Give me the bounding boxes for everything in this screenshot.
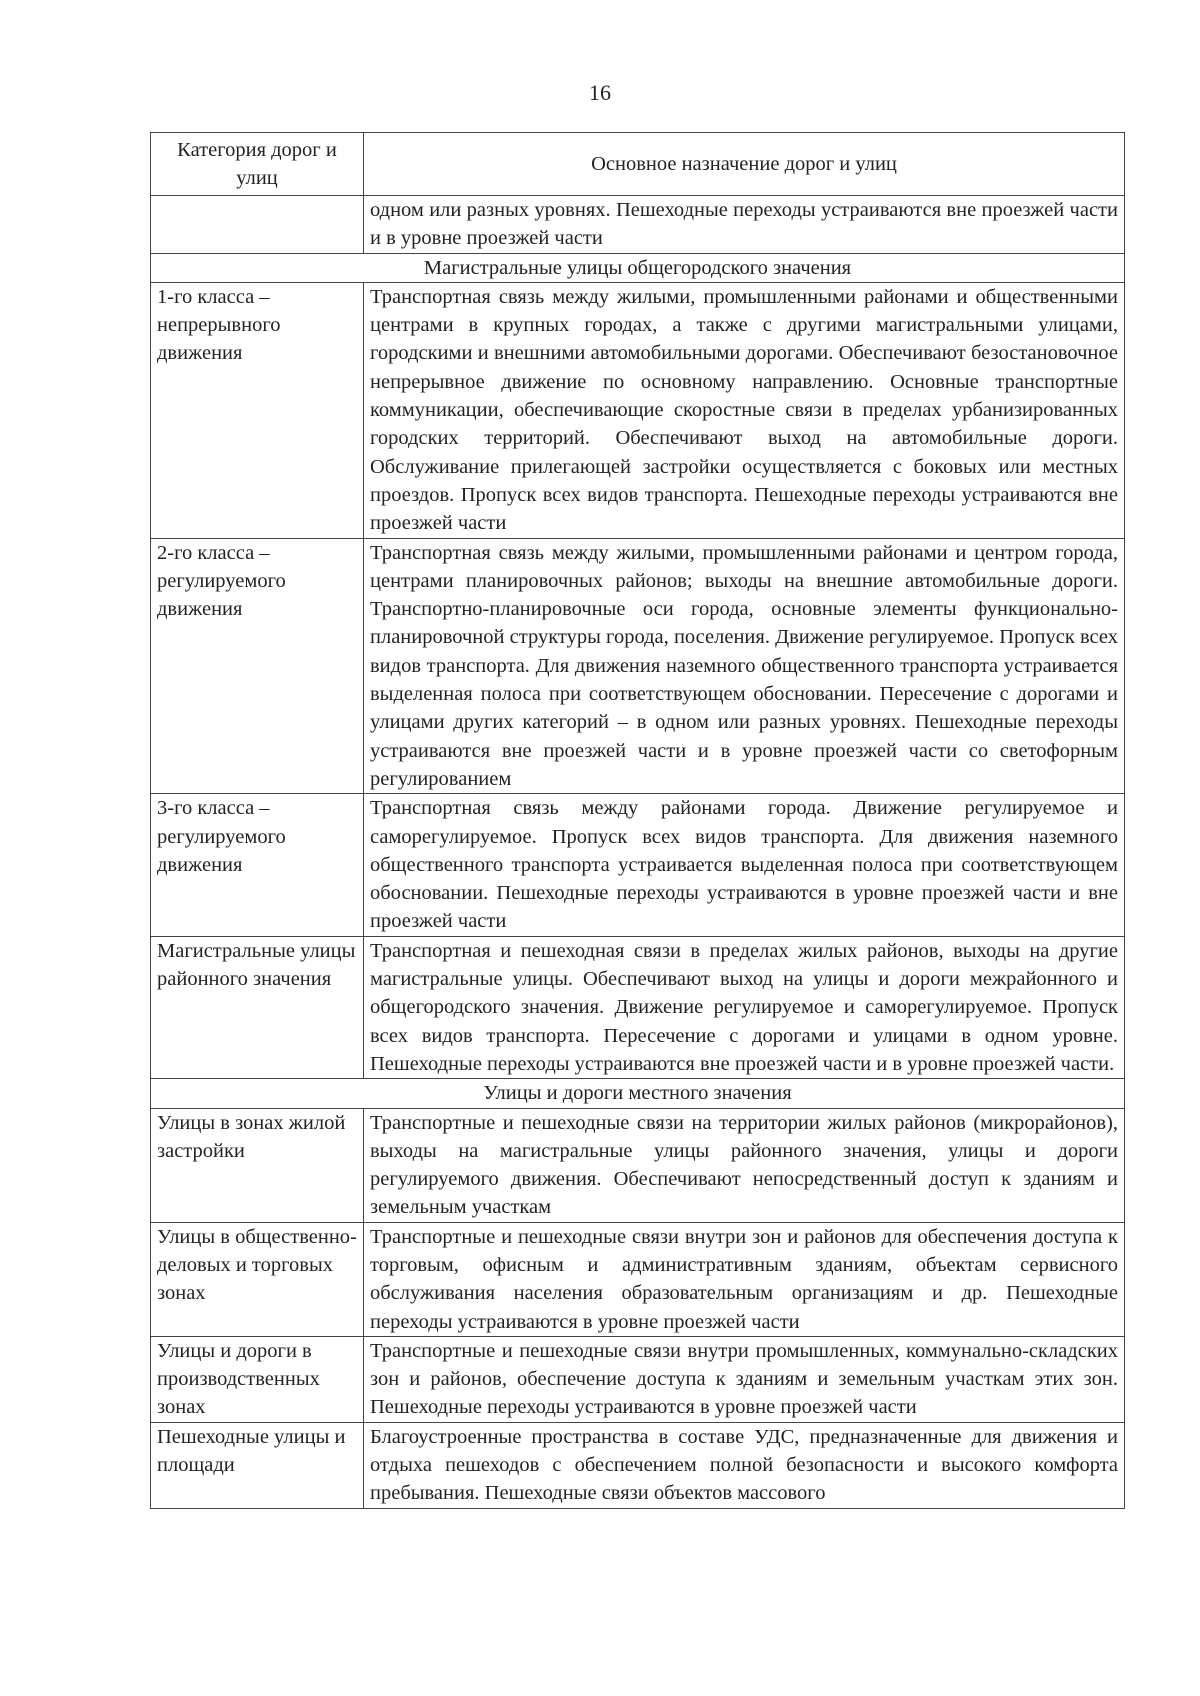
category-cell: 2-го класса – регулируемого движения bbox=[151, 538, 364, 794]
purpose-cell: Транспортные и пешеходные связи внутри зон и районов для обеспечения доступа к торговым, офисным и административным зданиям, объектам сервисного обслуживания населения образовательным организациям и др. Пешеходные переходы устраиваются в уровне проезжей части bbox=[364, 1222, 1125, 1336]
table-row bbox=[151, 794, 1125, 936]
table-row bbox=[151, 1422, 1125, 1508]
purpose-cell: Транспортная связь между жилыми, промышленными районами и центром города, центрами планировочных районов; выходы на внешние автомобильные дороги. Транспортно-планировочные оси города, основные элементы функционально-планировочной структуры города, поселения. Движение регулируемое. Пропуск всех видов транспорта. Для движения наземного общественного транспорта устраивается выделенная полоса при соответствующем обосновании. Пересечение с дорогами и улицами других категорий – в одном или разных уровнях. Пешеходные переходы устраиваются вне проезжей части и в уровне проезжей части со светофорным регулированием bbox=[364, 538, 1125, 794]
category-cell: 3-го класса – регулируемого движения bbox=[151, 794, 364, 936]
purpose-cell: Транспортные и пешеходные связи внутри промышленных, коммунально-складских зон и районов, обеспечение доступа к зданиям и земельным участкам этих зон. Пешеходные переходы устраиваются в уровне проезжей части bbox=[364, 1336, 1125, 1422]
header-purpose: Основное назначение дорог и улиц bbox=[364, 133, 1125, 196]
road-category-table bbox=[150, 132, 1125, 1509]
purpose-cell: Транспортная связь между районами города. Движение регулируемое и саморегулируемое. Пропуск всех видов транспорта. Для движения наземного общественного транспорта устраивается выделенная полоса при соответствующем обосновании. Пешеходные переходы устраиваются в уровне проезжей части и вне проезжей части bbox=[364, 794, 1125, 936]
table-header-row bbox=[151, 133, 1125, 196]
category-cell: Улицы в общественно-деловых и торговых зонах bbox=[151, 1222, 364, 1336]
category-cell: Улицы и дороги в производственных зонах bbox=[151, 1336, 364, 1422]
purpose-cell: Благоустроенные пространства в составе УДС, предназначенные для движения и отдыха пешеходов с обеспечением полной безопасности и высокого комфорта пребывания. Пешеходные связи объектов массового bbox=[364, 1422, 1125, 1508]
purpose-cell: Транспортные и пешеходные связи на территории жилых районов (микрорайонов), выходы на магистральные улицы районного значения, улицы и дороги регулируемого движения. Обеспечивают непосредственный доступ к зданиям и земельным участкам bbox=[364, 1108, 1125, 1222]
page-number: 16 bbox=[589, 80, 611, 105]
category-cell: Пешеходные улицы и площади bbox=[151, 1422, 364, 1508]
section-row bbox=[151, 1079, 1125, 1108]
category-cell: Улицы в зонах жилой застройки bbox=[151, 1108, 364, 1222]
table-row bbox=[151, 282, 1125, 538]
table-row bbox=[151, 1108, 1125, 1222]
purpose-cell: Транспортная связь между жилыми, промышленными районами и общественными центрами в крупных городах, а также с другими магистральными улицами, городскими и внешними автомобильными дорогами. Обеспечивают безостановочное непрерывное движение по основному направлению. Основные транспортные коммуникации, обеспечивающие скоростные связи в пределах урбанизированных городских территорий. Обеспечивают выход на автомобильные дороги. Обслуживание прилегающей застройки осуществляется с боковых или местных проездов. Пропуск всех видов транспорта. Пешеходные переходы устраиваются вне проезжей части bbox=[364, 282, 1125, 538]
section-title-local: Улицы и дороги местного значения bbox=[151, 1079, 1125, 1108]
category-cell: 1-го класса – непрерывного движения bbox=[151, 282, 364, 538]
header-category: Категория дорог и улиц bbox=[151, 133, 364, 196]
continuation-category-cell bbox=[151, 196, 364, 254]
section-title-citywide: Магистральные улицы общегородского значения bbox=[151, 253, 1125, 282]
table-row-continuation bbox=[151, 196, 1125, 254]
table-row bbox=[151, 1222, 1125, 1336]
continuation-purpose-cell: одном или разных уровнях. Пешеходные переходы устраиваются вне проезжей части и в уровне проезжей части bbox=[364, 196, 1125, 254]
table-row bbox=[151, 538, 1125, 794]
table-row bbox=[151, 936, 1125, 1078]
purpose-cell: Транспортная и пешеходная связи в пределах жилых районов, выходы на другие магистральные улицы. Обеспечивают выход на улицы и дороги межрайонного и общегородского значения. Движение регулируемое и саморегулируемое. Пропуск всех видов транспорта. Пересечение с дорогами и улицами в одном уровне. Пешеходные переходы устраиваются вне проезжей части и в уровне проезжей части. bbox=[364, 936, 1125, 1078]
section-row bbox=[151, 253, 1125, 282]
category-cell: Магистральные улицы районного значения bbox=[151, 936, 364, 1078]
table-row bbox=[151, 1336, 1125, 1422]
